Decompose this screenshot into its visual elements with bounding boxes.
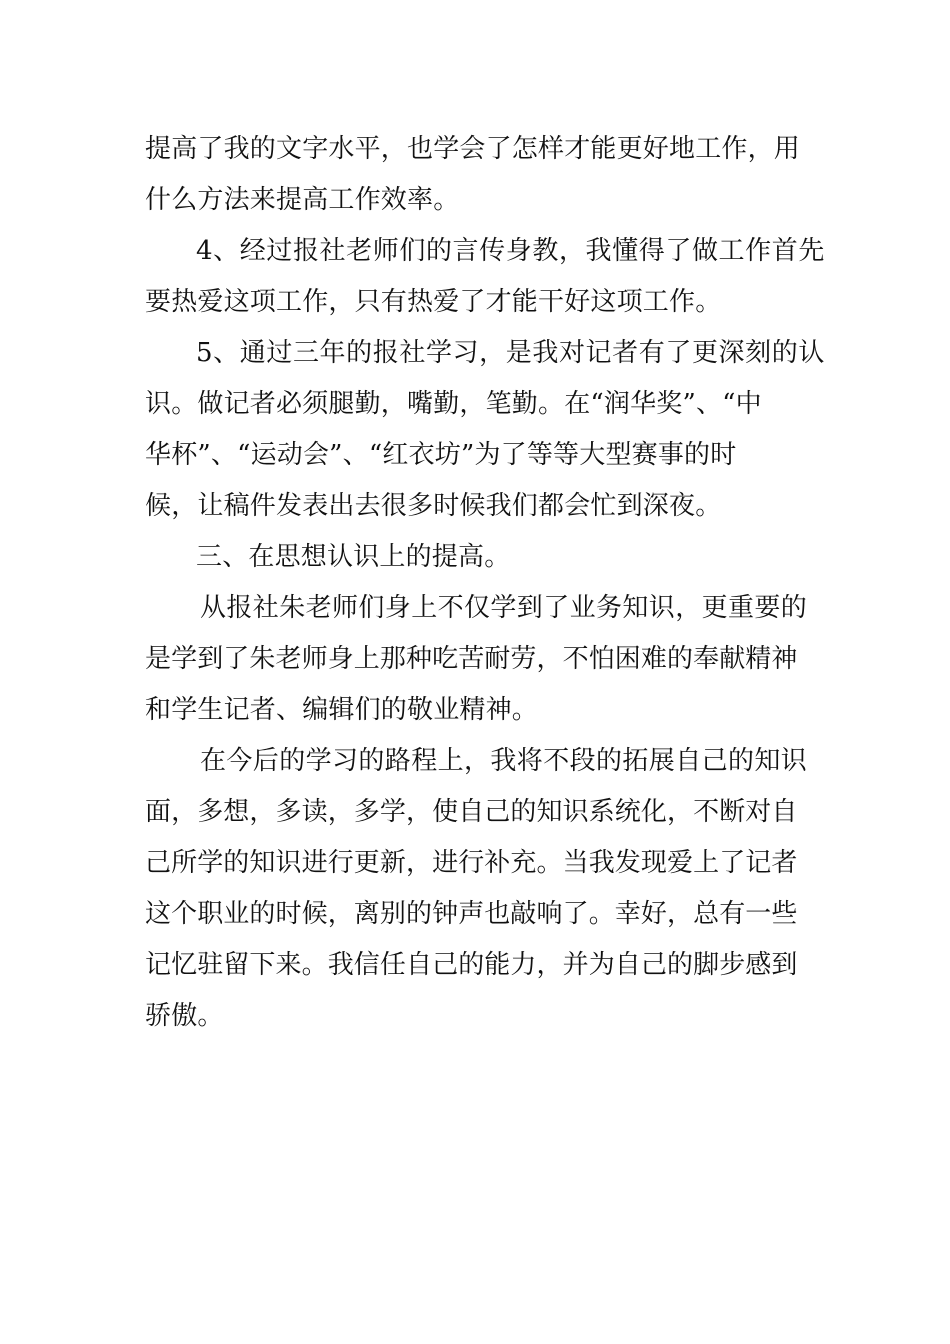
section-heading: 三、在思想认识上的提高。 — [196, 542, 511, 572]
text-line: 面，多想，多读，多学，使自己的知识系统化，不断对自 — [145, 797, 798, 827]
text-line: 在今后的学习的路程上，我将不段的拓展自己的知识 — [200, 746, 808, 776]
text-line: 识。做记者必须腿勤，嘴勤，笔勤。在“润华奖”、“中 — [145, 389, 762, 419]
text-line: 从报社朱老师们身上不仅学到了业务知识，更重要的 — [200, 593, 808, 623]
text-line: 提高了我的文字水平，也学会了怎样才能更好地工作，用 — [145, 134, 801, 164]
text-line: 这个职业的时候，离别的钟声也敲响了。幸好，总有一些 — [145, 899, 798, 929]
text-line: 华杯”、“运动会”、“红衣坊”为了等等大型赛事的时 — [145, 440, 737, 470]
text-line: 候，让稿件发表出去很多时候我们都会忙到深夜。 — [145, 491, 722, 521]
text-line: 什么方法来提高工作效率。 — [145, 185, 460, 215]
text-line: 5、通过三年的报社学习，是我对记者有了更深刻的认 — [196, 338, 825, 368]
text-line: 和学生记者、编辑们的敬业精神。 — [145, 695, 539, 725]
text-line: 记忆驻留下来。我信任自己的能力，并为自己的脚步感到 — [145, 950, 798, 980]
text-line: 骄傲。 — [145, 1001, 224, 1031]
text-line: 己所学的知识进行更新，进行补充。当我发现爱上了记者 — [145, 848, 798, 878]
text-line: 要热爱这项工作，只有热爱了才能干好这项工作。 — [145, 287, 722, 317]
text-line: 4、经过报社老师们的言传身教，我懂得了做工作首先 — [196, 236, 825, 266]
text-line: 是学到了朱老师身上那种吃苦耐劳，不怕困难的奉献精神 — [145, 644, 798, 674]
